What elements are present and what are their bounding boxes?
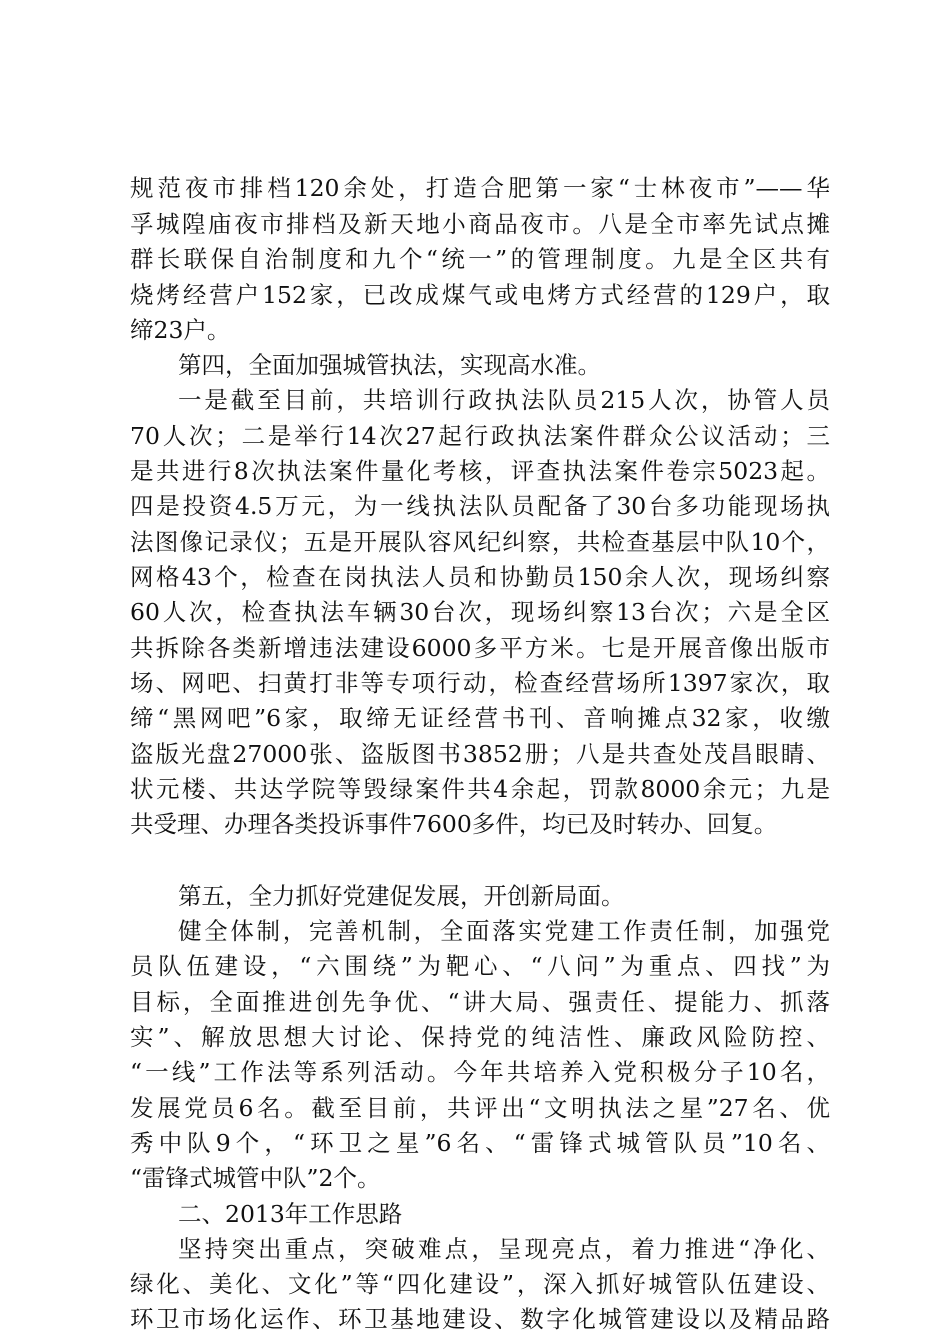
text-line: 目标，全面推进创先争优、“讲大局、强责任、提能力、抓落 (130, 988, 830, 1016)
section-heading: 第五，全力抓好党建促发展，开创新局面。 (178, 882, 625, 910)
text-line: “一线”工作法等系列活动。今年共培养入党积极分子10名， (130, 1058, 830, 1086)
text-line: 盗版光盘27000张、盗版图书3852册；八是共查处茂昌眼睛、 (130, 740, 830, 768)
section-heading: 第四，全面加强城管执法，实现高水准。 (178, 351, 601, 379)
text-line: 实”、解放思想大讨论、保持党的纯洁性、廉政风险防控、 (130, 1023, 830, 1051)
text-line: 绿化、美化、文化”等“四化建设”，深入抓好城管队伍建设、 (130, 1270, 830, 1298)
text-line: “雷锋式城管中队”2个。 (130, 1164, 381, 1192)
text-line: 健全体制，完善机制，全面落实党建工作责任制，加强党 (178, 917, 830, 945)
text-line: 员队伍建设，“六围绕”为靶心、“八问”为重点、四找”为 (130, 952, 830, 980)
text-line: 是共进行8次执法案件量化考核，评查执法案件卷宗5023起。 (130, 457, 830, 485)
text-line: 规范夜市排档120余处，打造合肥第一家“士林夜市”——华 (130, 174, 830, 202)
text-line: 秀中队9个，“环卫之星”6名、“雷锋式城管队员”10名、 (130, 1129, 830, 1157)
text-line: 缔“黑网吧”6家，取缔无证经营书刊、音响摊点32家，收缴 (130, 704, 830, 732)
text-line: 环卫市场化运作、环卫基地建设、数字化城管建设以及精品路 (130, 1305, 830, 1333)
text-line: 法图像记录仪；五是开展队容风纪纠察，共检查基层中队10个， (130, 528, 830, 556)
text-line: 共拆除各类新增违法建设6000多平方米。七是开展音像出版市 (130, 634, 830, 662)
text-line: 一是截至目前，共培训行政执法队员215人次，协管人员 (178, 386, 830, 414)
text-line: 70人次；二是举行14次27起行政执法案件群众公议活动；三 (130, 422, 830, 450)
text-line: 四是投资4.5万元，为一线执法队员配备了30台多功能现场执 (130, 492, 830, 520)
text-line: 孚城隍庙夜市排档及新天地小商品夜市。八是全市率先试点摊 (130, 210, 830, 238)
text-line: 坚持突出重点，突破难点，呈现亮点，着力推进“净化、 (178, 1235, 830, 1263)
text-line: 缔23户。 (130, 316, 231, 344)
text-line: 状元楼、共达学院等毁绿案件共4余起，罚款8000余元；九是 (130, 775, 830, 803)
text-line: 烧烤经营户152家，已改成煤气或电烤方式经营的129户，取 (130, 281, 830, 309)
section-heading: 二、2013年工作思路 (178, 1200, 403, 1228)
text-line: 发展党员6名。截至目前，共评出“文明执法之星”27名、优 (130, 1094, 830, 1122)
text-line: 群长联保自治制度和九个“统一”的管理制度。九是全区共有 (130, 245, 830, 273)
text-line: 共受理、办理各类投诉事件7600多件，均已及时转办、回复。 (130, 810, 778, 838)
text-line: 网格43个，检查在岗执法人员和协勤员150余人次，现场纠察 (130, 563, 830, 591)
text-line: 60人次，检查执法车辆30台次，现场纠察13台次；六是全区 (130, 598, 830, 626)
text-line: 场、网吧、扫黄打非等专项行动，检查经营场所1397家次，取 (130, 669, 830, 697)
